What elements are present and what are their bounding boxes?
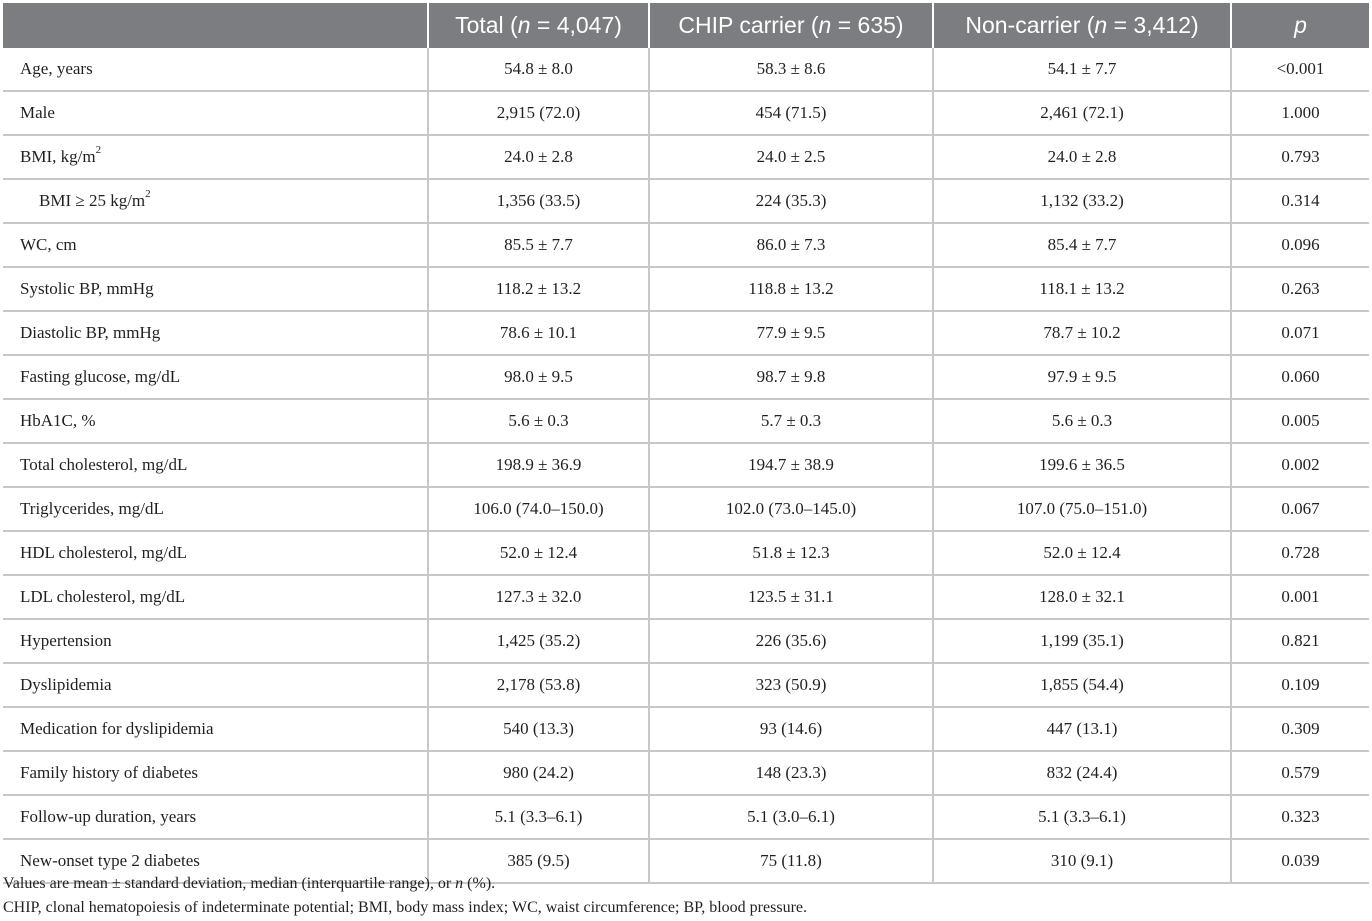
cell-p-value: 0.067 bbox=[1231, 487, 1369, 531]
table-row bbox=[3, 48, 1369, 91]
cell-total: 2,915 (72.0) bbox=[428, 91, 649, 135]
row-label: BMI ≥ 25 $kg/m^2$ bbox=[3, 179, 428, 223]
row-label: New-onset type 2 diabetes bbox=[3, 839, 428, 883]
cell-non-carrier: 107.0 (75.0–151.0) bbox=[933, 487, 1231, 531]
row-label: Male bbox=[3, 91, 428, 135]
row-label: Total cholesterol, mg/dL bbox=[3, 443, 428, 487]
cell-chip-carrier: 58.3 ± 8.6 bbox=[649, 48, 933, 91]
cell-total: 1,425 (35.2) bbox=[428, 619, 649, 663]
table-body bbox=[3, 48, 1369, 883]
cell-chip-carrier: 51.8 ± 12.3 bbox=[649, 531, 933, 575]
cell-chip-carrier: 75 (11.8) bbox=[649, 839, 933, 883]
cell-non-carrier: 5.6 ± 0.3 bbox=[933, 399, 1231, 443]
table-row bbox=[3, 179, 1369, 223]
cell-chip-carrier: 77.9 ± 9.5 bbox=[649, 311, 933, 355]
row-label: Systolic BP, mmHg bbox=[3, 267, 428, 311]
cell-p-value: 0.109 bbox=[1231, 663, 1369, 707]
table-row bbox=[3, 223, 1369, 267]
characteristics-table-container bbox=[3, 3, 1369, 884]
row-label: Follow-up duration, years bbox=[3, 795, 428, 839]
cell-total: 540 (13.3) bbox=[428, 707, 649, 751]
table-row bbox=[3, 91, 1369, 135]
table-row bbox=[3, 355, 1369, 399]
table-row bbox=[3, 751, 1369, 795]
cell-non-carrier: 310 (9.1) bbox=[933, 839, 1231, 883]
cell-non-carrier: 199.6 ± 36.5 bbox=[933, 443, 1231, 487]
row-label: LDL cholesterol, mg/dL bbox=[3, 575, 428, 619]
table-header-row bbox=[3, 3, 1369, 48]
cell-p-value: 0.323 bbox=[1231, 795, 1369, 839]
table-row bbox=[3, 575, 1369, 619]
cell-non-carrier: 1,855 (54.4) bbox=[933, 663, 1231, 707]
cell-non-carrier: 5.1 (3.3–6.1) bbox=[933, 795, 1231, 839]
table-row bbox=[3, 267, 1369, 311]
table-row bbox=[3, 311, 1369, 355]
header-variable bbox=[3, 3, 428, 48]
cell-p-value: 0.821 bbox=[1231, 619, 1369, 663]
cell-chip-carrier: 226 (35.6) bbox=[649, 619, 933, 663]
table-row bbox=[3, 443, 1369, 487]
row-label: Age, years bbox=[3, 48, 428, 91]
cell-chip-carrier: 148 (23.3) bbox=[649, 751, 933, 795]
cell-chip-carrier: 98.7 ± 9.8 bbox=[649, 355, 933, 399]
row-label: Hypertension bbox=[3, 619, 428, 663]
cell-non-carrier: 24.0 ± 2.8 bbox=[933, 135, 1231, 179]
cell-total: 1,356 (33.5) bbox=[428, 179, 649, 223]
cell-chip-carrier: 86.0 ± 7.3 bbox=[649, 223, 933, 267]
header-non-carrier: Non-carrier (n = 3,412) bbox=[933, 3, 1231, 48]
cell-chip-carrier: 123.5 ± 31.1 bbox=[649, 575, 933, 619]
cell-non-carrier: 1,199 (35.1) bbox=[933, 619, 1231, 663]
cell-chip-carrier: 93 (14.6) bbox=[649, 707, 933, 751]
cell-chip-carrier: 323 (50.9) bbox=[649, 663, 933, 707]
footnote-values: Values are mean ± standard deviation, median (interquartile range), or n (%). bbox=[3, 875, 496, 892]
cell-total: 198.9 ± 36.9 bbox=[428, 443, 649, 487]
cell-non-carrier: 832 (24.4) bbox=[933, 751, 1231, 795]
cell-chip-carrier: 454 (71.5) bbox=[649, 91, 933, 135]
cell-total: 5.1 (3.3–6.1) bbox=[428, 795, 649, 839]
characteristics-table bbox=[3, 3, 1369, 884]
table-row bbox=[3, 619, 1369, 663]
header-total: Total (n = 4,047) bbox=[428, 3, 649, 48]
cell-chip-carrier: 5.1 (3.0–6.1) bbox=[649, 795, 933, 839]
cell-p-value: 0.001 bbox=[1231, 575, 1369, 619]
cell-total: 127.3 ± 32.0 bbox=[428, 575, 649, 619]
cell-non-carrier: 1,132 (33.2) bbox=[933, 179, 1231, 223]
table-footnotes bbox=[3, 872, 807, 920]
row-label: WC, cm bbox=[3, 223, 428, 267]
cell-non-carrier: 78.7 ± 10.2 bbox=[933, 311, 1231, 355]
table-row bbox=[3, 795, 1369, 839]
cell-p-value: 0.005 bbox=[1231, 399, 1369, 443]
row-label: Triglycerides, mg/dL bbox=[3, 487, 428, 531]
cell-non-carrier: 54.1 ± 7.7 bbox=[933, 48, 1231, 91]
header-p-value: p bbox=[1231, 3, 1369, 48]
cell-p-value: 0.096 bbox=[1231, 223, 1369, 267]
cell-non-carrier: 2,461 (72.1) bbox=[933, 91, 1231, 135]
cell-total: 5.6 ± 0.3 bbox=[428, 399, 649, 443]
cell-p-value: 0.263 bbox=[1231, 267, 1369, 311]
cell-chip-carrier: 102.0 (73.0–145.0) bbox=[649, 487, 933, 531]
cell-chip-carrier: 224 (35.3) bbox=[649, 179, 933, 223]
cell-p-value: 0.039 bbox=[1231, 839, 1369, 883]
row-label: Medication for dyslipidemia bbox=[3, 707, 428, 751]
cell-chip-carrier: 194.7 ± 38.9 bbox=[649, 443, 933, 487]
table-row bbox=[3, 399, 1369, 443]
cell-p-value: 0.314 bbox=[1231, 179, 1369, 223]
cell-total: 85.5 ± 7.7 bbox=[428, 223, 649, 267]
cell-non-carrier: 97.9 ± 9.5 bbox=[933, 355, 1231, 399]
cell-p-value: 0.579 bbox=[1231, 751, 1369, 795]
cell-total: 78.6 ± 10.1 bbox=[428, 311, 649, 355]
table-row bbox=[3, 487, 1369, 531]
table-row bbox=[3, 135, 1369, 179]
cell-p-value: 0.002 bbox=[1231, 443, 1369, 487]
row-label: HDL cholesterol, mg/dL bbox=[3, 531, 428, 575]
table-row bbox=[3, 531, 1369, 575]
row-label: Family history of diabetes bbox=[3, 751, 428, 795]
cell-p-value: 1.000 bbox=[1231, 91, 1369, 135]
row-label: Diastolic BP, mmHg bbox=[3, 311, 428, 355]
cell-total: 118.2 ± 13.2 bbox=[428, 267, 649, 311]
cell-chip-carrier: 118.8 ± 13.2 bbox=[649, 267, 933, 311]
cell-total: 24.0 ± 2.8 bbox=[428, 135, 649, 179]
cell-chip-carrier: 24.0 ± 2.5 bbox=[649, 135, 933, 179]
cell-total: 385 (9.5) bbox=[428, 839, 649, 883]
cell-p-value: 0.071 bbox=[1231, 311, 1369, 355]
row-label: Fasting glucose, mg/dL bbox=[3, 355, 428, 399]
cell-total: 54.8 ± 8.0 bbox=[428, 48, 649, 91]
cell-non-carrier: 118.1 ± 13.2 bbox=[933, 267, 1231, 311]
row-label: HbA1C, % bbox=[3, 399, 428, 443]
header-chip-carrier: CHIP carrier (n = 635) bbox=[649, 3, 933, 48]
cell-p-value: 0.309 bbox=[1231, 707, 1369, 751]
cell-non-carrier: 128.0 ± 32.1 bbox=[933, 575, 1231, 619]
cell-total: 980 (24.2) bbox=[428, 751, 649, 795]
table-row bbox=[3, 707, 1369, 751]
cell-non-carrier: 447 (13.1) bbox=[933, 707, 1231, 751]
cell-total: 2,178 (53.8) bbox=[428, 663, 649, 707]
cell-p-value: 0.793 bbox=[1231, 135, 1369, 179]
cell-total: 52.0 ± 12.4 bbox=[428, 531, 649, 575]
cell-total: 106.0 (74.0–150.0) bbox=[428, 487, 649, 531]
cell-non-carrier: 85.4 ± 7.7 bbox=[933, 223, 1231, 267]
row-label: BMI, $kg/m^2$ bbox=[3, 135, 428, 179]
cell-total: 98.0 ± 9.5 bbox=[428, 355, 649, 399]
row-label: Dyslipidemia bbox=[3, 663, 428, 707]
cell-chip-carrier: 5.7 ± 0.3 bbox=[649, 399, 933, 443]
table-row bbox=[3, 663, 1369, 707]
cell-non-carrier: 52.0 ± 12.4 bbox=[933, 531, 1231, 575]
cell-p-value: <0.001 bbox=[1231, 48, 1369, 91]
cell-p-value: 0.060 bbox=[1231, 355, 1369, 399]
footnote-abbreviations: CHIP, clonal hematopoiesis of indeterminate potential; BMI, body mass index; WC, waist circumference; BP, blood pressure. bbox=[3, 899, 807, 916]
cell-p-value: 0.728 bbox=[1231, 531, 1369, 575]
